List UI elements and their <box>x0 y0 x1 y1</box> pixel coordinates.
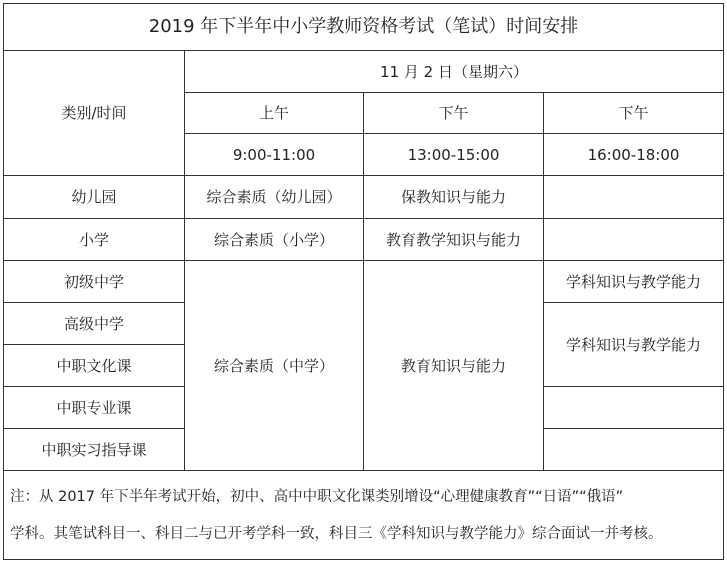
footnote-line-2: 学科。其笔试科目一、科目二与已开考学科一致，科目三《学科知识与教学能力》综合面试一并考核。 <box>10 525 663 542</box>
category-senior-high: 高级中学 <box>4 303 185 345</box>
category-vocational-culture: 中职文化课 <box>4 345 185 387</box>
primary-afternoon1-subject: 教育教学知识与能力 <box>364 219 544 261</box>
exam-schedule-table <box>3 3 724 560</box>
senior-vocational-afternoon2-subject: 学科知识与教学能力 <box>544 303 724 387</box>
period-afternoon1-time: 13:00-15:00 <box>364 134 544 176</box>
secondary-afternoon1-subject: 教育知识与能力 <box>364 261 544 471</box>
footnote-line-1: 注：从 2017 年下半年考试开始，初中、高中中职文化课类别增设“心理健康教育”“日语”“俄语” <box>10 489 624 505</box>
primary-afternoon2-empty <box>544 219 724 261</box>
category-junior-high: 初级中学 <box>4 261 185 303</box>
exam-date-header: 11 月 2 日（星期六） <box>185 51 724 93</box>
category-vocational-major: 中职专业课 <box>4 387 185 429</box>
category-time-header: 类别/时间 <box>4 51 185 176</box>
kindergarten-morning-subject: 综合素质（幼儿园） <box>185 176 364 219</box>
kindergarten-afternoon2-empty <box>544 176 724 219</box>
kindergarten-afternoon1-subject: 保教知识与能力 <box>364 176 544 219</box>
period-morning-time: 9:00-11:00 <box>185 134 364 176</box>
period-morning-label: 上午 <box>185 93 364 134</box>
category-vocational-practice: 中职实习指导课 <box>4 429 185 471</box>
category-primary: 小学 <box>4 219 185 261</box>
secondary-morning-subject: 综合素质（中学） <box>185 261 364 471</box>
junior-afternoon2-subject: 学科知识与教学能力 <box>544 261 724 303</box>
table-title: 2019 年下半年中小学教师资格考试（笔试）时间安排 <box>4 4 724 51</box>
vocational-practice-afternoon2-empty <box>544 429 724 471</box>
vocational-major-afternoon2-empty <box>544 387 724 429</box>
period-afternoon1-label: 下午 <box>364 93 544 134</box>
exam-schedule-document <box>3 3 723 559</box>
period-afternoon2-label: 下午 <box>544 93 724 134</box>
category-kindergarten: 幼儿园 <box>4 176 185 219</box>
primary-morning-subject: 综合素质（小学） <box>185 219 364 261</box>
period-afternoon2-time: 16:00-18:00 <box>544 134 724 176</box>
footnote <box>4 471 724 560</box>
